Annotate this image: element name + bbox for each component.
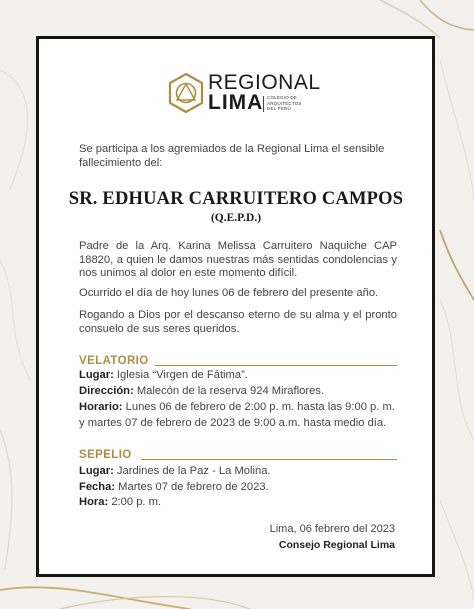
signature-organization: Consejo Regional Lima (278, 539, 395, 551)
velatorio-horario (79, 400, 397, 431)
velatorio-horario-value: Lunes 06 de febrero de 2:00 p. m. hasta las 9:00 p. m. y martes 07 de febrero de 2023 de 9:00 a.m. hasta medio día. (79, 401, 395, 429)
sepelio-lugar (79, 465, 397, 479)
velatorio-title: VELATORIO (79, 355, 149, 367)
signature-date: Lima, 06 febrero del 2023 (269, 523, 395, 535)
logo-subtitle (267, 95, 327, 112)
qepd-label: (Q.E.P.D.) (210, 212, 262, 224)
velatorio-divider (155, 365, 397, 366)
paragraph-condolences: Padre de la Arq. Karina Melissa Carruitero Naquiche CAP 18820, a quien le damos nuestras más sentidas condolencias y nos unimos al dolor en este momento difícil. (79, 240, 397, 279)
sepelio-hora-label: Hora: (79, 496, 109, 508)
sepelio-hora (79, 496, 397, 510)
sepelio-header (79, 449, 397, 463)
sepelio-divider (141, 459, 397, 460)
velatorio-direccion-value: Malecón de la reserva 924 Miraflores. (136, 385, 324, 397)
velatorio-horario-label: Horario: (79, 401, 123, 413)
velatorio-lugar-label: Lugar: (79, 369, 114, 381)
sepelio-lugar-value: Jardines de la Paz - La Molina. (116, 465, 271, 477)
sepelio-fecha (79, 481, 397, 495)
sepelio-lugar-label: Lugar: (79, 465, 114, 477)
velatorio-lugar-value: Iglesia “Virgen de Fátima”. (116, 369, 248, 381)
paragraph-occurred: Ocurrido el día de hoy lunes 06 de febrero del presente año. (79, 287, 379, 299)
deceased-name: SR. EDHUAR CARRUITERO CAMPOS (68, 189, 404, 209)
velatorio-direccion (79, 385, 397, 399)
sepelio-title: SEPELIO (79, 449, 132, 461)
logo-divider (263, 96, 264, 112)
logo-regional: REGIONAL (208, 71, 321, 94)
logo-sub-line1: COLEGIO DE (267, 95, 298, 100)
logo-lima: LIMA (208, 91, 264, 114)
logo (168, 71, 321, 114)
intro-text: Se participa a los agremiados de la Regional Lima el sensible fallecimiento del: (79, 143, 385, 169)
sepelio-fecha-value: Martes 07 de febrero de 2023. (118, 481, 269, 493)
sepelio-fecha-label: Fecha: (79, 481, 116, 493)
logo-sub-line2: ARQUITECTOS (267, 100, 302, 106)
paragraph-prayer: Rogando a Dios por el descanso eterno de su alma y el pronto consuelo de sus seres queridos. (79, 309, 397, 335)
velatorio-direccion-label: Dirección: (79, 385, 134, 397)
velatorio-header (79, 355, 397, 369)
velatorio-lugar (79, 369, 397, 383)
hexagon-logo-icon (168, 73, 204, 113)
sepelio-hora-value: 2:00 p. m. (111, 496, 162, 508)
logo-sub-line3: DEL PERÚ (267, 106, 291, 111)
